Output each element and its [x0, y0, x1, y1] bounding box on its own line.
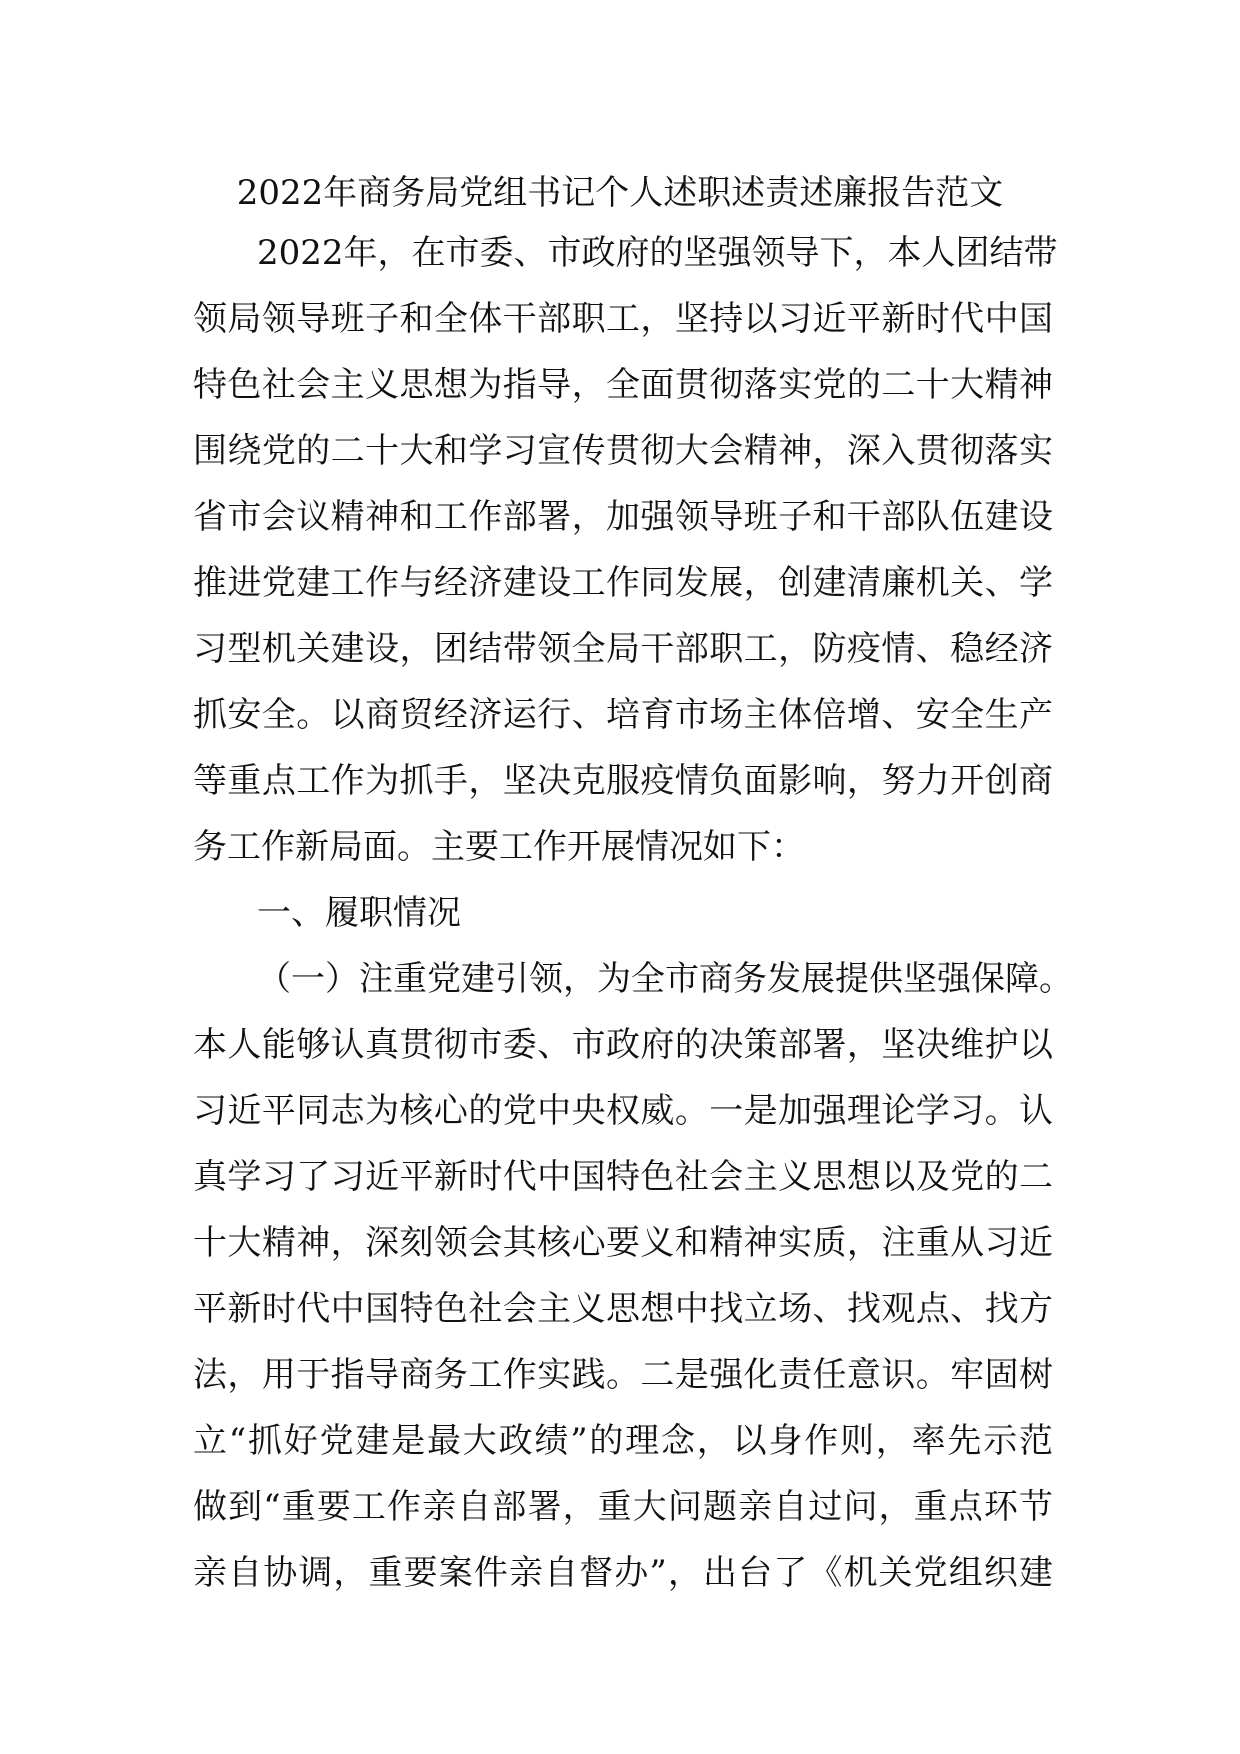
body-line: 习型机关建设，团结带领全局干部职工，防疫情、稳经济 [193, 629, 1053, 669]
body-line: 立“抓好党建是最大政绩”的理念，以身作则，率先示范 [193, 1421, 1053, 1461]
body-line: 法，用于指导商务工作实践。二是强化责任意识。牢固树 [193, 1355, 1053, 1395]
body-line: 省市会议精神和工作部署，加强领导班子和干部队伍建设 [193, 497, 1053, 537]
body-line: 本人能够认真贯彻市委、市政府的决策部署，坚决维护以 [193, 1025, 1053, 1065]
body-line: 推进党建工作与经济建设工作同发展，创建清廉机关、学 [193, 563, 1053, 603]
body-line: 抓安全。以商贸经济运行、培育市场主体倍增、安全生产 [193, 695, 1053, 735]
body-line: 十大精神，深刻领会其核心要义和精神实质，注重从习近 [193, 1223, 1053, 1263]
document-title: 2022年商务局党组书记个人述职述责述廉报告范文 [236, 173, 1004, 213]
body-line: 围绕党的二十大和学习宣传贯彻大会精神，深入贯彻落实 [193, 431, 1053, 471]
body-line: 做到“重要工作亲自部署，重大问题亲自过问，重点环节 [193, 1487, 1053, 1527]
body-line: 习近平同志为核心的党中央权威。一是加强理论学习。认 [193, 1091, 1053, 1131]
section-heading: 一、履职情况 [257, 893, 461, 933]
subsection-heading: （一）注重党建引领，为全市商务发展提供坚强保障。 [257, 959, 1073, 999]
body-line: 亲自协调，重要案件亲自督办”，出台了《机关党组织建 [193, 1553, 1053, 1593]
body-line: 平新时代中国特色社会主义思想中找立场、找观点、找方 [193, 1289, 1053, 1329]
body-line: 特色社会主义思想为指导，全面贯彻落实党的二十大精神 [193, 365, 1053, 405]
body-line: 等重点工作为抓手，坚决克服疫情负面影响，努力开创商 [193, 761, 1053, 801]
body-line: 领局领导班子和全体干部职工，坚持以习近平新时代中国 [193, 299, 1053, 339]
body-line: 务工作新局面。主要工作开展情况如下： [193, 827, 805, 867]
body-line: 2022年，在市委、市政府的坚强领导下，本人团结带 [257, 233, 1058, 273]
body-line: 真学习了习近平新时代中国特色社会主义思想以及党的二 [193, 1157, 1053, 1197]
